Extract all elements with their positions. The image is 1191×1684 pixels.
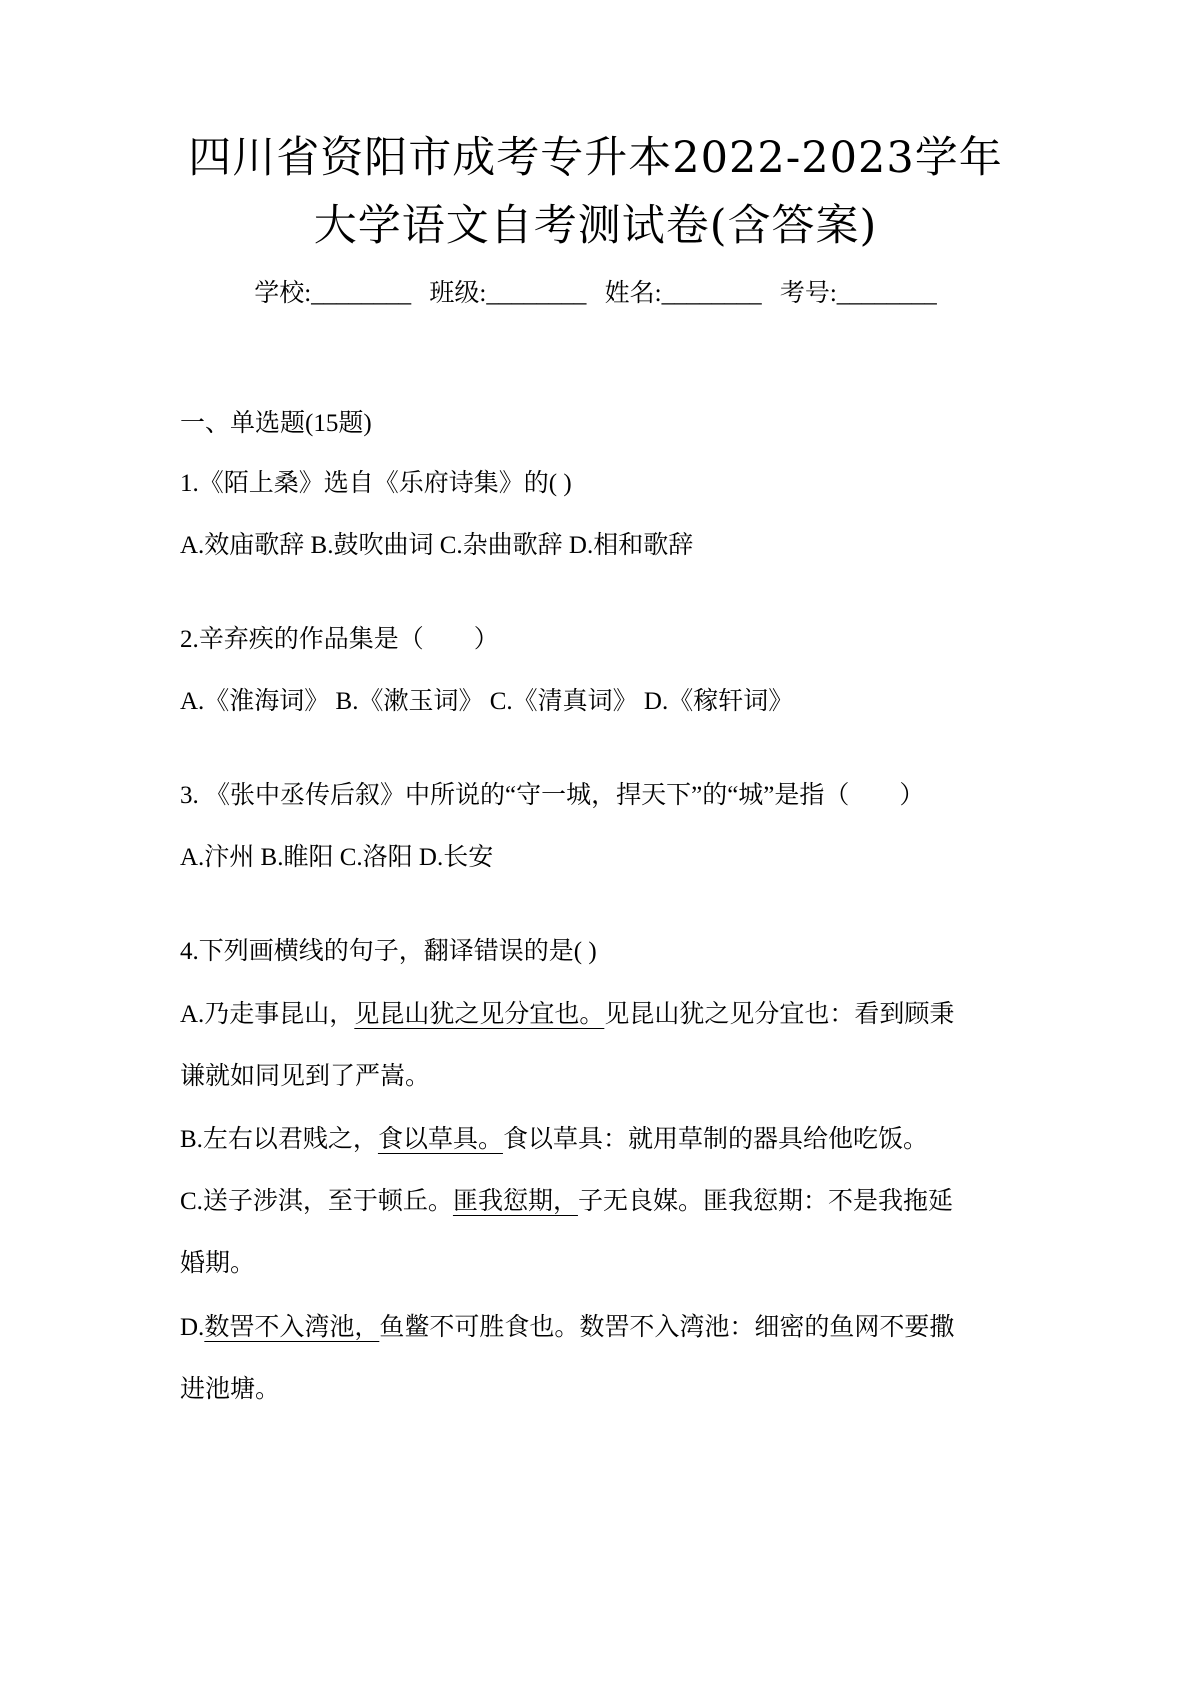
question-4-option-d-continued: 进池塘。 bbox=[180, 1376, 281, 1403]
option-a-suffix: 见昆山犹之见分宜也：看到顾秉 bbox=[604, 1001, 955, 1028]
student-info-row bbox=[0, 276, 1191, 312]
name-field bbox=[605, 280, 762, 307]
class-label: 班级: bbox=[429, 280, 487, 307]
school-field bbox=[254, 280, 411, 307]
option-b-suffix: 食以草具：就用草制的器具给他吃饭。 bbox=[502, 1126, 928, 1153]
question-4-stem: 4.下列画横线的句子，翻译错误的是( ) bbox=[180, 938, 597, 965]
class-field bbox=[429, 280, 586, 307]
question-3-stem: 3. 《张中丞传后叙》中所说的“守一城，捍天下”的“城”是指（ ） bbox=[180, 782, 925, 809]
question-1-options: A.效庙歌辞 B.鼓吹曲词 C.杂曲歌辞 D.相和歌辞 bbox=[180, 532, 694, 559]
exam-number-blank: ________ bbox=[836, 280, 937, 307]
question-4-option-c bbox=[180, 1184, 953, 1220]
question-3-options: A.汴州 B.睢阳 C.洛阳 D.长安 bbox=[180, 844, 494, 871]
question-4-option-a-continued: 谦就如同见到了严嵩。 bbox=[180, 1063, 431, 1090]
school-blank: ________ bbox=[311, 280, 412, 307]
section-title: 一、单选题(15题) bbox=[180, 410, 372, 437]
option-a-prefix: A.乃走事昆山， bbox=[180, 1001, 355, 1028]
question-4-option-d bbox=[180, 1310, 954, 1346]
name-blank: ________ bbox=[661, 280, 762, 307]
page-title-line2: 大学语文自考测试卷(含答案) bbox=[313, 201, 878, 251]
option-b-prefix: B.左右以君贱之， bbox=[180, 1126, 378, 1153]
option-c-suffix: 子无良媒。匪我愆期：不是我拖延 bbox=[577, 1188, 953, 1215]
option-d-suffix: 鱼鳖不可胜食也。数罟不入湾池：细密的鱼网不要撒 bbox=[379, 1314, 955, 1341]
question-4-option-a bbox=[180, 997, 954, 1033]
option-a-underlined: 见昆山犹之见分宜也。 bbox=[354, 1001, 605, 1028]
question-4-option-c-continued: 婚期。 bbox=[180, 1250, 256, 1277]
question-1-stem: 1.《陌上桑》选自《乐府诗集》的( ) bbox=[180, 470, 572, 497]
page-title-line1: 四川省资阳市成考专升本2022-2023学年 bbox=[188, 133, 1003, 183]
option-c-prefix: C.送子涉淇，至于顿丘。 bbox=[180, 1188, 453, 1215]
question-4-option-b bbox=[180, 1122, 928, 1158]
option-d-underlined: 数罟不入湾池， bbox=[204, 1314, 380, 1341]
question-2-options: A.《淮海词》 B.《漱玉词》 C.《清真词》 D.《稼轩词》 bbox=[180, 688, 794, 715]
class-blank: ________ bbox=[486, 280, 587, 307]
question-2-stem: 2.辛弃疾的作品集是（ ） bbox=[180, 626, 499, 653]
name-label: 姓名: bbox=[604, 280, 662, 307]
exam-number-field bbox=[780, 280, 937, 307]
option-d-prefix: D. bbox=[180, 1314, 205, 1341]
option-c-underlined: 匪我愆期， bbox=[452, 1188, 578, 1215]
school-label: 学校: bbox=[254, 280, 312, 307]
exam-number-label: 考号: bbox=[779, 280, 837, 307]
option-b-underlined: 食以草具。 bbox=[377, 1126, 503, 1153]
